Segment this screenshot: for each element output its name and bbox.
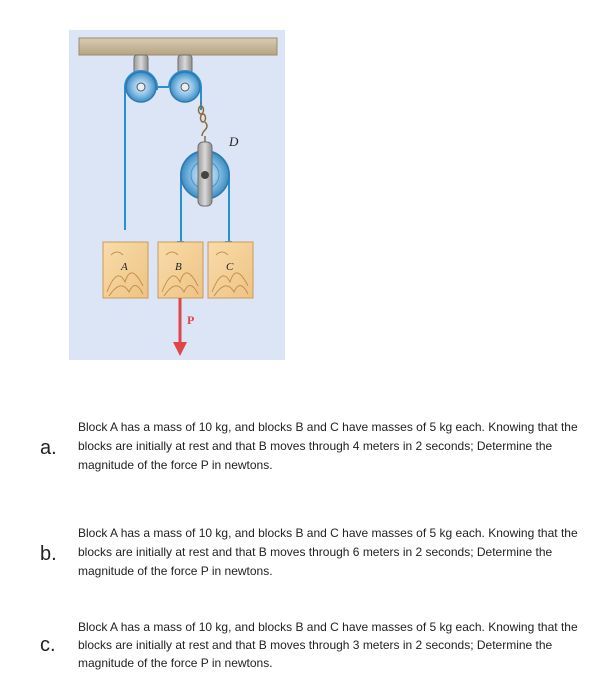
problem-b-text: Block A has a mass of 10 kg, and blocks B and C have masses of 5 kg each. Knowing that the blocks are initially at rest and that B moves through 6 meters in 2 seconds; Determine the magnitude of the force P in newtons.: [78, 526, 578, 578]
block-b-label: B: [175, 261, 182, 273]
force-p-label: P: [187, 313, 195, 327]
left-fixed-pulley: [126, 72, 156, 102]
block-a-label: A: [121, 261, 128, 273]
pulley-diagram: [69, 30, 285, 360]
problem-c-text: Block A has a mass of 10 kg, and blocks B and C have masses of 5 kg each. Knowing that the blocks are initially at rest and that B moves through 3 meters in 2 seconds; Determine the magnitude of the force P in newtons.: [78, 620, 578, 670]
problem-c-letter: c.: [40, 634, 56, 656]
problem-a-letter: a.: [40, 437, 57, 459]
pulley-d-label: D: [229, 134, 239, 149]
problem-a-text: Block A has a mass of 10 kg, and blocks B and C have masses of 5 kg each. Knowing that the blocks are initially at rest and that B moves through 4 meters in 2 seconds; Determine the magnitude of the force P in newtons.: [78, 420, 578, 472]
block-c-label: C: [226, 261, 234, 273]
ceiling: [79, 38, 277, 55]
right-fixed-pulley: [170, 72, 200, 102]
problem-b-letter: b.: [40, 543, 57, 565]
